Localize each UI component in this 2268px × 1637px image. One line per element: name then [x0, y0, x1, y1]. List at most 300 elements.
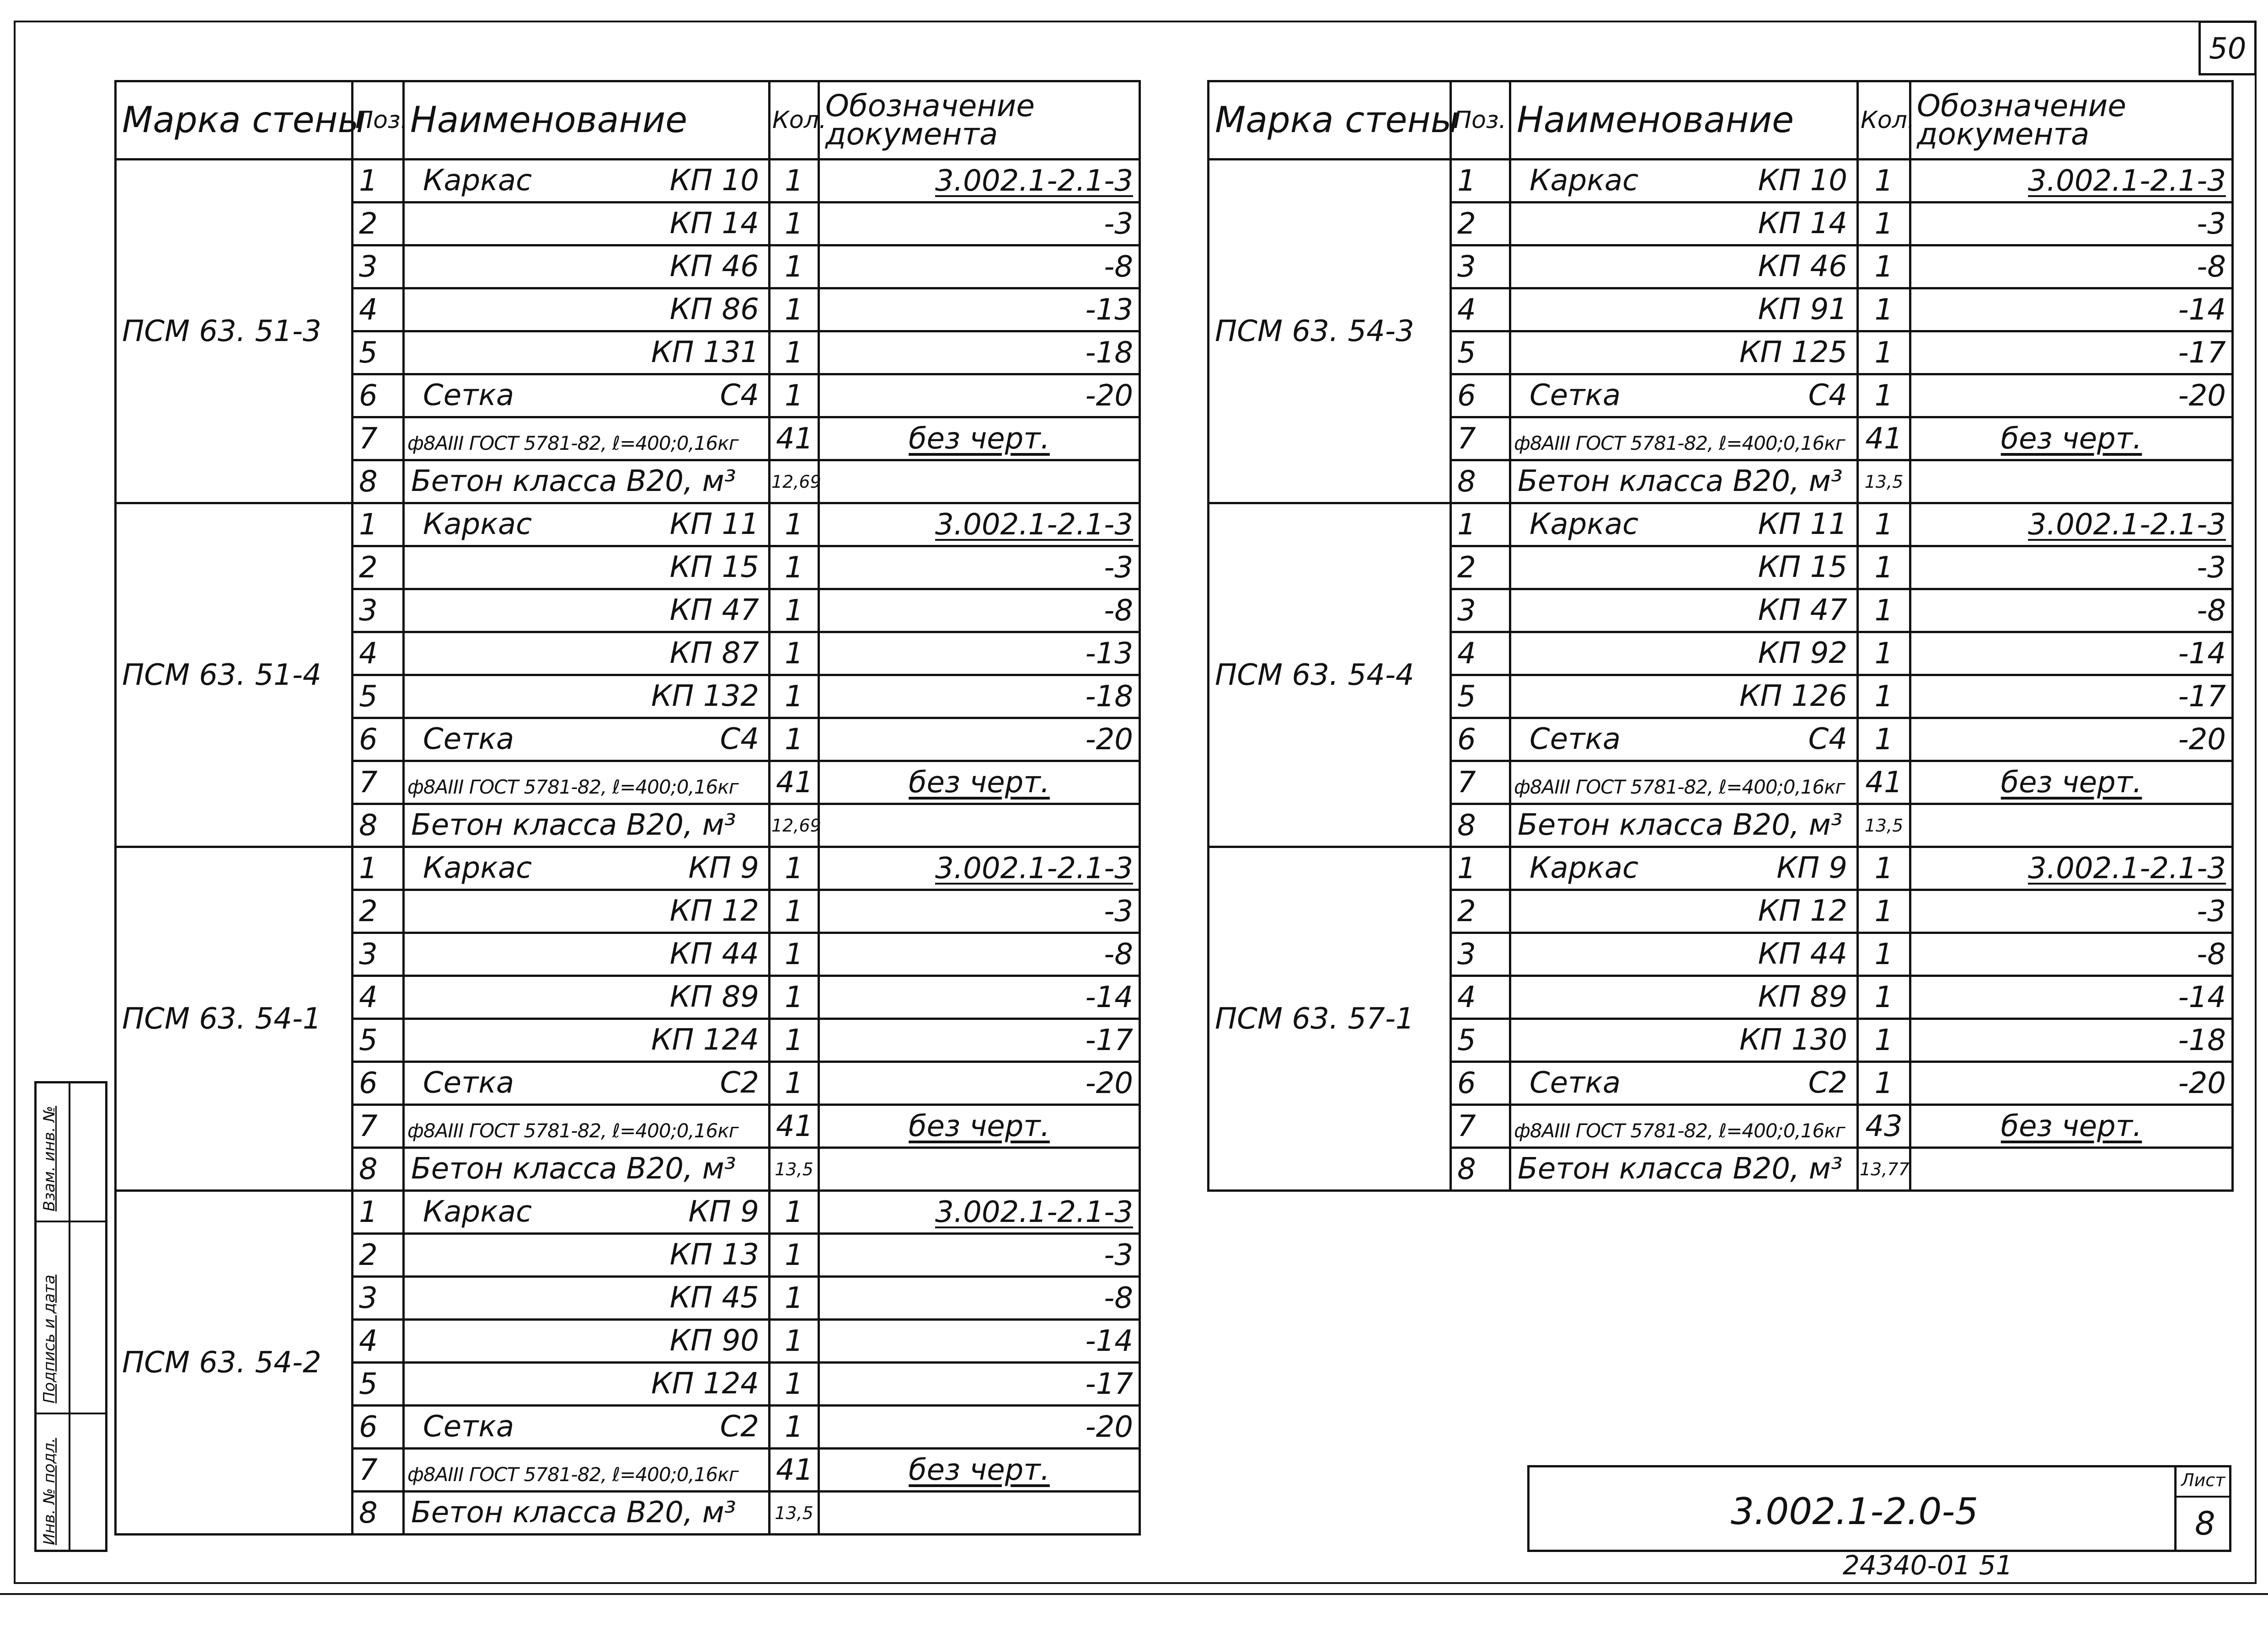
item-name-cell — [404, 417, 770, 460]
item-code: КП 10 — [669, 164, 759, 197]
item-name-cell — [404, 890, 770, 933]
quantity-cell: 41 — [770, 761, 819, 804]
item-name-cell — [404, 718, 770, 761]
item-name-cell — [1510, 632, 1858, 675]
item-name-cell — [1510, 890, 1858, 933]
bottom-edge-line — [0, 1593, 2268, 1595]
position-cell: 4 — [1451, 632, 1510, 675]
item-name-cell — [404, 160, 770, 203]
quantity-cell: 1 — [770, 675, 819, 718]
position-cell: 1 — [353, 160, 404, 203]
item-code: КП 89 — [1758, 980, 1847, 1014]
item-name-cell — [404, 1363, 770, 1406]
document-cell: 3.002.1-2.1-3 — [1910, 847, 2233, 890]
item-name-cell — [1510, 847, 1858, 890]
quantity-cell: 1 — [770, 288, 819, 331]
document-cell: -8 — [819, 589, 1140, 632]
document-cell: -20 — [819, 374, 1140, 417]
side-stamp-divider-1 — [37, 1221, 105, 1222]
item-name-cell — [1510, 804, 1858, 847]
footer-code: 24340-01 51 — [1843, 1550, 2013, 1581]
quantity-cell: 1 — [1858, 976, 1910, 1019]
item-name-cell — [404, 331, 770, 374]
quantity-cell: 1 — [770, 1062, 819, 1105]
position-cell: 7 — [1451, 417, 1510, 460]
position-cell: 1 — [353, 847, 404, 890]
header-doc: Обозначение документа — [1910, 81, 2233, 160]
quantity-cell: 1 — [770, 589, 819, 632]
document-cell: -8 — [819, 245, 1140, 288]
item-name-cell — [404, 847, 770, 890]
document-cell: 3.002.1-2.1-3 — [819, 847, 1140, 890]
top-sheet-number-box — [2198, 21, 2257, 75]
document-cell: -17 — [1910, 675, 2233, 718]
item-name-cell — [1510, 503, 1858, 546]
item-name-cell — [1510, 1148, 1858, 1191]
quantity-cell: 1 — [770, 1191, 819, 1234]
position-cell: 7 — [353, 761, 404, 804]
document-cell: 3.002.1-2.1-3 — [819, 503, 1140, 546]
position-cell: 4 — [1451, 976, 1510, 1019]
right-spec-table — [1207, 80, 2234, 1192]
item-name-cell — [1510, 761, 1858, 804]
item-code: КП 124 — [651, 1367, 759, 1401]
quantity-cell: 41 — [770, 417, 819, 460]
document-cell: -3 — [1910, 546, 2233, 589]
item-name-cell — [404, 288, 770, 331]
quantity-cell: 12,69 — [770, 804, 819, 847]
item-name-cell — [404, 1492, 770, 1535]
item-code: С4 — [720, 379, 759, 412]
item-code: КП 15 — [669, 550, 759, 584]
item-name-cell — [404, 632, 770, 675]
position-cell: 1 — [1451, 160, 1510, 203]
document-cell — [1910, 460, 2233, 503]
header-qty: Кол. — [1858, 81, 1910, 160]
item-name-cell — [1510, 1062, 1858, 1105]
item-code: КП 10 — [1758, 164, 1847, 197]
item-name-cell — [1510, 331, 1858, 374]
quantity-cell: 1 — [1858, 890, 1910, 933]
item-code: КП 125 — [1739, 336, 1847, 369]
item-name-cell — [404, 460, 770, 503]
quantity-cell: 13,5 — [1858, 804, 1910, 847]
item-label: ф8АIII ГОСТ 5781-82, ℓ=400;0,16кг — [407, 432, 738, 454]
item-code: КП 45 — [669, 1281, 759, 1315]
position-cell: 4 — [1451, 288, 1510, 331]
item-code: КП 89 — [669, 980, 759, 1014]
item-name-cell — [1510, 546, 1858, 589]
quantity-cell: 1 — [1858, 675, 1910, 718]
item-code: С4 — [1808, 379, 1847, 412]
position-cell: 2 — [353, 1234, 404, 1277]
side-stamp-inv-orig: Инв. № подл. — [40, 1438, 59, 1545]
document-cell: -14 — [1910, 976, 2233, 1019]
position-cell: 2 — [1451, 546, 1510, 589]
quantity-cell: 1 — [770, 503, 819, 546]
item-code: КП 132 — [651, 679, 759, 713]
position-cell: 1 — [1451, 503, 1510, 546]
quantity-cell: 13,77 — [1858, 1148, 1910, 1191]
quantity-cell: 41 — [770, 1449, 819, 1492]
document-cell: -13 — [819, 632, 1140, 675]
position-cell: 6 — [353, 718, 404, 761]
document-cell: -3 — [819, 203, 1140, 245]
quantity-cell: 43 — [1858, 1105, 1910, 1148]
quantity-cell: 1 — [1858, 331, 1910, 374]
side-stamp-divider-2 — [37, 1413, 105, 1414]
document-cell — [819, 460, 1140, 503]
document-cell: -3 — [819, 890, 1140, 933]
document-cell: 3.002.1-2.1-3 — [1910, 160, 2233, 203]
quantity-cell: 1 — [1858, 1019, 1910, 1062]
document-cell: 3.002.1-2.1-3 — [819, 160, 1140, 203]
document-cell: -3 — [819, 1234, 1140, 1277]
quantity-cell: 1 — [1858, 374, 1910, 417]
item-name-cell — [404, 1191, 770, 1234]
item-code: КП 14 — [669, 207, 759, 240]
position-cell: 5 — [353, 1363, 404, 1406]
quantity-cell: 1 — [1858, 245, 1910, 288]
document-cell: -18 — [819, 675, 1140, 718]
item-name-cell — [404, 976, 770, 1019]
item-label: ф8АIII ГОСТ 5781-82, ℓ=400;0,16кг — [1514, 1120, 1845, 1142]
position-cell: 3 — [353, 589, 404, 632]
item-code: КП 12 — [669, 894, 759, 928]
position-cell: 6 — [353, 374, 404, 417]
header-pos: Поз. — [353, 81, 404, 160]
item-label: Бетон класса В20, м³ — [411, 464, 736, 498]
item-label: Бетон класса В20, м³ — [1518, 464, 1843, 498]
wall-mark-cell: ПСМ 63. 51-3 — [116, 160, 353, 503]
item-name-cell — [1510, 1105, 1858, 1148]
item-code: С2 — [720, 1410, 759, 1444]
item-label: Каркас — [423, 1195, 532, 1229]
item-name-cell — [404, 1320, 770, 1363]
item-label: Сетка — [1530, 379, 1621, 412]
spec-row — [116, 503, 1140, 546]
item-code: КП 131 — [651, 336, 759, 369]
quantity-cell: 13,5 — [770, 1148, 819, 1191]
header-qty: Кол. — [770, 81, 819, 160]
document-cell: без черт. — [1910, 1105, 2233, 1148]
item-code: КП 13 — [669, 1238, 759, 1272]
position-cell: 8 — [1451, 460, 1510, 503]
quantity-cell: 13,5 — [770, 1492, 819, 1535]
item-code: КП 87 — [669, 636, 759, 670]
document-cell — [819, 804, 1140, 847]
document-cell: -14 — [819, 1320, 1140, 1363]
side-stamp-replace-inv: Взам. инв. № — [40, 1106, 59, 1211]
item-label: ф8АIII ГОСТ 5781-82, ℓ=400;0,16кг — [407, 1463, 738, 1486]
item-code: КП 91 — [1758, 293, 1847, 326]
item-name-cell — [1510, 417, 1858, 460]
item-label: Сетка — [1530, 1066, 1621, 1100]
quantity-cell: 1 — [770, 1406, 819, 1449]
title-block — [1527, 1465, 2231, 1552]
item-code: КП 46 — [1758, 250, 1847, 283]
item-name-cell — [404, 503, 770, 546]
item-name-cell — [1510, 718, 1858, 761]
document-cell: 3.002.1-2.1-3 — [1910, 503, 2233, 546]
side-stamp-sign-date: Подпись и дата — [40, 1274, 59, 1403]
item-code: КП 44 — [1758, 937, 1847, 971]
position-cell: 5 — [1451, 675, 1510, 718]
document-cell: без черт. — [819, 417, 1140, 460]
wall-mark-cell: ПСМ 63. 54-1 — [116, 847, 353, 1191]
wall-mark-cell: ПСМ 63. 54-2 — [116, 1191, 353, 1535]
item-name-cell — [1510, 589, 1858, 632]
item-name-cell — [404, 761, 770, 804]
position-cell: 8 — [1451, 804, 1510, 847]
position-cell: 7 — [353, 417, 404, 460]
position-cell: 6 — [1451, 1062, 1510, 1105]
item-name-cell — [404, 374, 770, 417]
position-cell: 2 — [353, 203, 404, 245]
header-name: Наименование — [404, 81, 770, 160]
position-cell: 6 — [353, 1406, 404, 1449]
item-label: Сетка — [423, 379, 514, 412]
document-cell: -14 — [819, 976, 1140, 1019]
spec-row — [116, 160, 1140, 203]
item-code: КП 9 — [688, 851, 759, 885]
position-cell: 2 — [353, 890, 404, 933]
right-header-row — [1209, 81, 2233, 160]
document-cell: -17 — [819, 1019, 1140, 1062]
spec-row — [116, 1191, 1140, 1234]
left-header-row — [116, 81, 1140, 160]
document-cell: без черт. — [1910, 761, 2233, 804]
spec-row — [1209, 160, 2233, 203]
item-code: КП 92 — [1758, 636, 1847, 670]
position-cell: 8 — [1451, 1148, 1510, 1191]
item-name-cell — [404, 1277, 770, 1320]
position-cell: 4 — [353, 632, 404, 675]
item-code: КП 46 — [669, 250, 759, 283]
quantity-cell: 1 — [1858, 288, 1910, 331]
title-block-designation: 3.002.1-2.0-5 — [1731, 1490, 1979, 1533]
item-name-cell — [404, 933, 770, 976]
quantity-cell: 13,5 — [1858, 460, 1910, 503]
item-label: Бетон класса В20, м³ — [411, 808, 736, 842]
header-doc: Обозначение документа — [819, 81, 1140, 160]
document-cell: -17 — [819, 1363, 1140, 1406]
position-cell: 2 — [353, 546, 404, 589]
item-label: Каркас — [1530, 851, 1639, 885]
item-name-cell — [404, 1105, 770, 1148]
item-code: КП 9 — [1776, 851, 1847, 885]
item-code: С2 — [720, 1066, 759, 1100]
quantity-cell: 1 — [770, 718, 819, 761]
document-cell: без черт. — [819, 1105, 1140, 1148]
document-cell: -8 — [1910, 589, 2233, 632]
item-code: КП 11 — [1758, 507, 1847, 541]
position-cell: 3 — [353, 1277, 404, 1320]
quantity-cell: 1 — [1858, 589, 1910, 632]
quantity-cell: 1 — [770, 331, 819, 374]
quantity-cell: 41 — [1858, 761, 1910, 804]
document-cell: -8 — [1910, 933, 2233, 976]
position-cell: 4 — [353, 976, 404, 1019]
quantity-cell: 1 — [1858, 847, 1910, 890]
item-code: С4 — [720, 722, 759, 756]
item-label: Бетон класса В20, м³ — [411, 1152, 736, 1186]
document-cell: -20 — [819, 1406, 1140, 1449]
item-code: КП 12 — [1758, 894, 1847, 928]
item-name-cell — [404, 1406, 770, 1449]
item-label: ф8АIII ГОСТ 5781-82, ℓ=400;0,16кг — [1514, 776, 1845, 798]
document-cell: -8 — [819, 933, 1140, 976]
document-cell — [819, 1492, 1140, 1535]
position-cell: 2 — [1451, 203, 1510, 245]
item-label: ф8АIII ГОСТ 5781-82, ℓ=400;0,16кг — [407, 1120, 738, 1142]
position-cell: 5 — [353, 675, 404, 718]
document-cell: 3.002.1-2.1-3 — [819, 1191, 1140, 1234]
item-name-cell — [1510, 976, 1858, 1019]
right-spec-body — [1209, 160, 2233, 1191]
item-label: Каркас — [1530, 164, 1639, 197]
position-cell: 7 — [353, 1449, 404, 1492]
quantity-cell: 1 — [1858, 160, 1910, 203]
position-cell: 3 — [1451, 933, 1510, 976]
position-cell: 3 — [353, 933, 404, 976]
item-label: Каркас — [423, 507, 532, 541]
position-cell: 8 — [353, 460, 404, 503]
item-name-cell — [404, 804, 770, 847]
quantity-cell: 1 — [770, 632, 819, 675]
item-name-cell — [404, 1062, 770, 1105]
title-block-sheet-cell — [2174, 1467, 2229, 1550]
item-label: Бетон класса В20, м³ — [411, 1496, 736, 1530]
position-cell: 4 — [353, 288, 404, 331]
item-name-cell — [1510, 245, 1858, 288]
position-cell: 6 — [1451, 718, 1510, 761]
position-cell: 1 — [1451, 847, 1510, 890]
item-label: Сетка — [1530, 722, 1621, 756]
quantity-cell: 1 — [1858, 203, 1910, 245]
document-cell: -3 — [1910, 890, 2233, 933]
item-name-cell — [1510, 203, 1858, 245]
item-name-cell — [404, 589, 770, 632]
quantity-cell: 1 — [770, 374, 819, 417]
document-cell: -14 — [1910, 288, 2233, 331]
quantity-cell: 1 — [1858, 933, 1910, 976]
item-name-cell — [1510, 160, 1858, 203]
item-label: ф8АIII ГОСТ 5781-82, ℓ=400;0,16кг — [407, 776, 738, 798]
document-cell: -18 — [819, 331, 1140, 374]
position-cell: 3 — [1451, 245, 1510, 288]
item-name-cell — [1510, 933, 1858, 976]
item-code: КП 124 — [651, 1023, 759, 1057]
document-cell: -3 — [819, 546, 1140, 589]
position-cell: 1 — [353, 503, 404, 546]
spec-row — [116, 847, 1140, 890]
left-spec-body — [116, 160, 1140, 1535]
header-mark: Марка стены — [1209, 81, 1451, 160]
quantity-cell: 1 — [770, 976, 819, 1019]
document-cell: без черт. — [819, 1449, 1140, 1492]
wall-mark-cell: ПСМ 63. 54-3 — [1209, 160, 1451, 503]
document-cell — [819, 1148, 1140, 1191]
item-name-cell — [404, 245, 770, 288]
item-code: КП 90 — [669, 1324, 759, 1358]
quantity-cell: 1 — [770, 1277, 819, 1320]
item-code: КП 126 — [1739, 679, 1847, 713]
spec-row — [1209, 503, 2233, 546]
item-code: КП 86 — [669, 293, 759, 326]
document-cell — [1910, 804, 2233, 847]
item-code: С4 — [1808, 722, 1847, 756]
quantity-cell: 1 — [1858, 1062, 1910, 1105]
item-label: Сетка — [423, 722, 514, 756]
item-name-cell — [404, 203, 770, 245]
quantity-cell: 1 — [770, 933, 819, 976]
document-cell: -17 — [1910, 331, 2233, 374]
quantity-cell: 41 — [1858, 417, 1910, 460]
wall-mark-cell: ПСМ 63. 51-4 — [116, 503, 353, 847]
wall-mark-cell: ПСМ 63. 57-1 — [1209, 847, 1451, 1191]
quantity-cell: 1 — [770, 245, 819, 288]
quantity-cell: 1 — [1858, 546, 1910, 589]
document-cell: -20 — [1910, 374, 2233, 417]
document-cell: -3 — [1910, 203, 2233, 245]
item-label: Сетка — [423, 1066, 514, 1100]
position-cell: 2 — [1451, 890, 1510, 933]
position-cell: 7 — [1451, 1105, 1510, 1148]
header-pos: Поз. — [1451, 81, 1510, 160]
position-cell: 3 — [353, 245, 404, 288]
quantity-cell: 1 — [770, 847, 819, 890]
position-cell: 5 — [1451, 331, 1510, 374]
position-cell: 5 — [1451, 1019, 1510, 1062]
position-cell: 5 — [353, 331, 404, 374]
item-code: КП 47 — [1758, 593, 1847, 627]
quantity-cell: 1 — [770, 1019, 819, 1062]
quantity-cell: 1 — [770, 1320, 819, 1363]
document-cell: -20 — [819, 1062, 1140, 1105]
position-cell: 1 — [353, 1191, 404, 1234]
item-name-cell — [404, 1449, 770, 1492]
item-name-cell — [404, 546, 770, 589]
quantity-cell: 1 — [770, 1363, 819, 1406]
position-cell: 7 — [353, 1105, 404, 1148]
document-cell: -8 — [1910, 245, 2233, 288]
item-code: КП 130 — [1739, 1023, 1847, 1057]
left-spec-table — [114, 80, 1141, 1536]
item-label: ф8АIII ГОСТ 5781-82, ℓ=400;0,16кг — [1514, 432, 1845, 454]
item-code: КП 11 — [669, 507, 759, 541]
document-cell: -20 — [819, 718, 1140, 761]
item-label: Сетка — [423, 1410, 514, 1444]
position-cell: 5 — [353, 1019, 404, 1062]
item-name-cell — [404, 1019, 770, 1062]
item-code: КП 47 — [669, 593, 759, 627]
quantity-cell: 12,69 — [770, 460, 819, 503]
header-mark: Марка стены — [116, 81, 353, 160]
item-code: КП 9 — [688, 1195, 759, 1229]
title-block-sheet-divider — [2177, 1496, 2229, 1498]
top-sheet-number: 50 — [2209, 32, 2247, 66]
quantity-cell: 1 — [770, 890, 819, 933]
item-name-cell — [1510, 675, 1858, 718]
item-code: КП 15 — [1758, 550, 1847, 584]
item-label: Каркас — [423, 851, 532, 885]
item-name-cell — [404, 1234, 770, 1277]
item-name-cell — [1510, 460, 1858, 503]
document-cell: без черт. — [1910, 417, 2233, 460]
item-name-cell — [404, 675, 770, 718]
title-block-sheet-label: Лист — [2181, 1470, 2225, 1490]
